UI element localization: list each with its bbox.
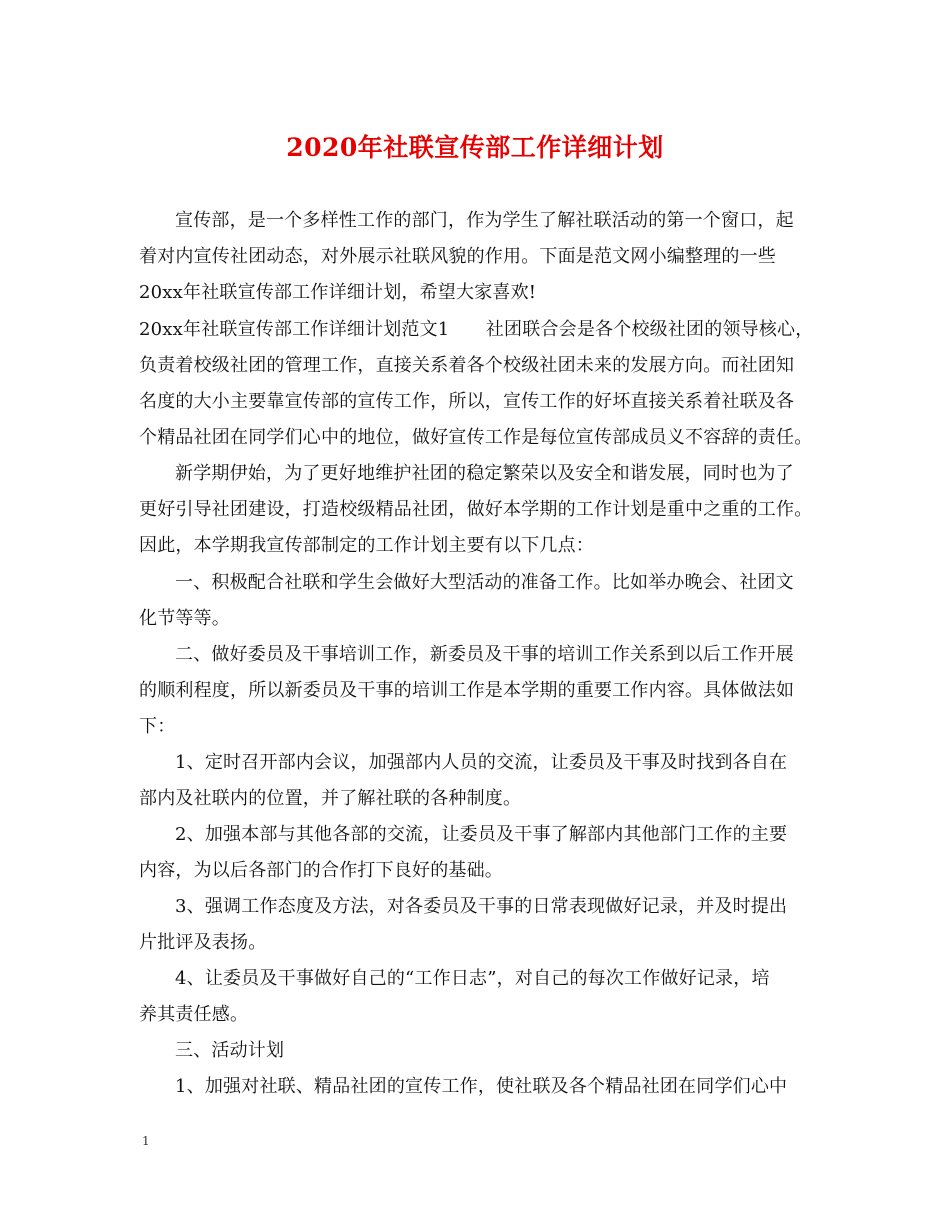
body-line: 1、定时召开部内会议，加强部内人员的交流，让委员及干事及时找到各自在	[175, 752, 788, 773]
body-line: 二、做好委员及干事培训工作，新委员及干事的培训工作关系到以后工作开展	[175, 644, 794, 665]
body-line: 1、加强对社联、精品社团的宣传工作，使社联及各个精品社团在同学们心中	[175, 1076, 788, 1097]
body-line: 2、加强本部与其他各部的交流，让委员及干事了解部内其他部门工作的主要	[175, 824, 788, 845]
body-line: 化节等等。	[139, 608, 230, 629]
body-line: 20xx年社联宣传部工作详细计划，希望大家喜欢!	[139, 282, 537, 303]
body-line: 宣传部，是一个多样性工作的部门，作为学生了解社联活动的第一个窗口，起	[175, 210, 794, 231]
body-line: 三、活动计划	[175, 1040, 285, 1061]
body-line: 内容，为以后各部门的合作打下良好的基础。	[139, 860, 503, 881]
body-line: 20xx年社联宣传部工作详细计划范文1 社团联合会是各个校级社团的领导核心，	[139, 319, 814, 340]
body-line: 部内及社联内的位置，并了解社联的各种制度。	[139, 788, 522, 809]
document-title: 2020年社联宣传部工作详细计划	[286, 133, 664, 162]
body-line: 新学期伊始，为了更好地维护社团的稳定繁荣以及安全和谐发展，同时也为了	[175, 463, 794, 484]
body-line: 因此，本学期我宣传部制定的工作计划主要有以下几点：	[139, 535, 594, 556]
body-line: 名度的大小主要靠宣传部的宣传工作，所以，宣传工作的好坏直接关系着社联及各	[139, 391, 795, 412]
body-line: 一、积极配合社联和学生会做好大型活动的准备工作。比如举办晚会、社团文	[175, 572, 794, 593]
body-line: 养其责任感。	[139, 1004, 249, 1025]
body-line: 4、让委员及干事做好自己的“工作日志”，对自己的每次工作做好记录，培	[175, 968, 770, 989]
body-line: 负责着校级社团的管理工作，直接关系着各个校级社团未来的发展方向。而社团知	[139, 355, 795, 376]
body-line: 下：	[139, 716, 176, 737]
body-line: 着对内宣传社团动态，对外展示社联风貌的作用。下面是范文网小编整理的一些	[139, 246, 776, 267]
body-line: 3、强调工作态度及方法，对各委员及干事的日常表现做好记录，并及时提出	[175, 896, 788, 917]
body-line: 个精品社团在同学们心中的地位，做好宣传工作是每位宣传部成员义不容辞的责任。	[139, 427, 813, 448]
page-number: 1	[142, 1134, 150, 1148]
body-line: 的顺利程度，所以新委员及干事的培训工作是本学期的重要工作内容。具体做法如	[139, 680, 795, 701]
body-line: 片批评及表扬。	[139, 932, 267, 953]
body-line: 更好引导社团建设，打造校级精品社团，做好本学期的工作计划是重中之重的工作。	[139, 499, 813, 520]
